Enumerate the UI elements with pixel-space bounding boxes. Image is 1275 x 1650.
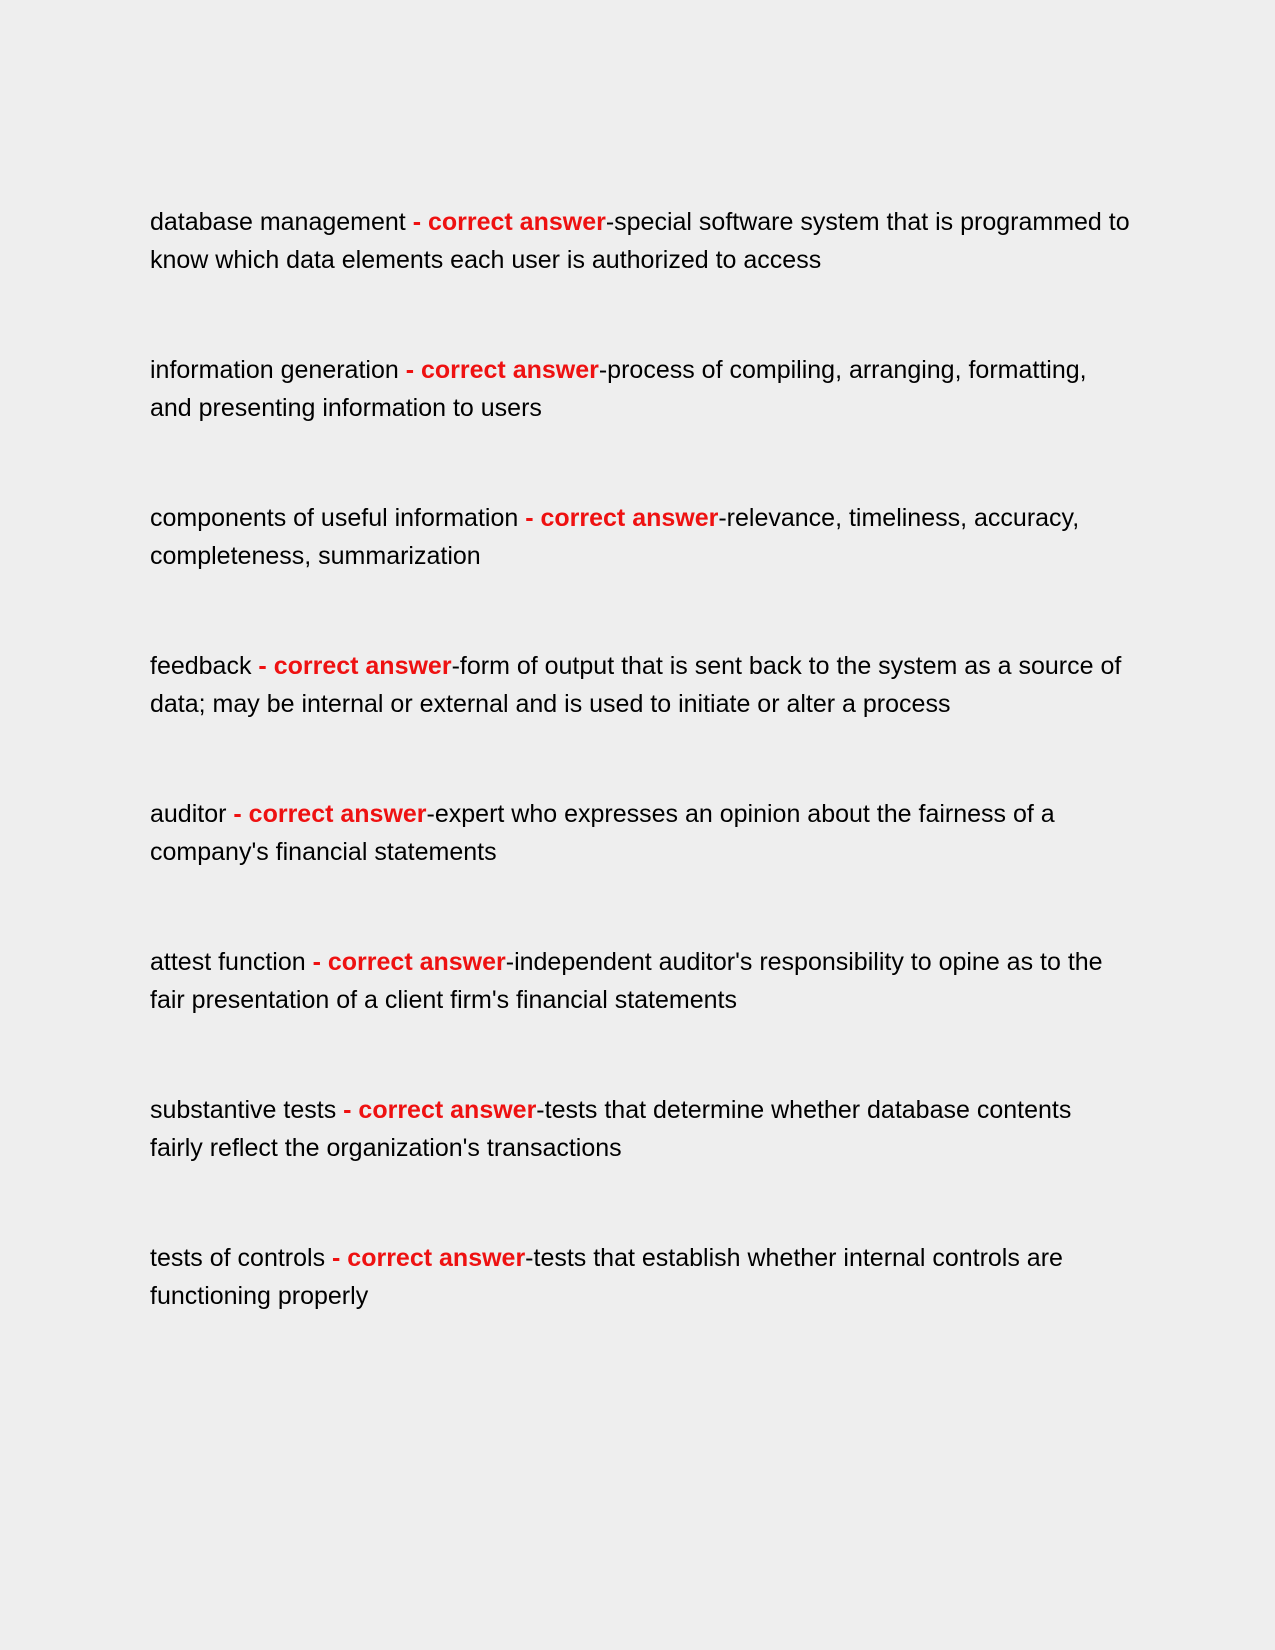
correct-answer-label: - correct answer: [332, 1244, 526, 1272]
entry-definition: -special software system that is programmed to know which data elements each user is authorized to access: [150, 208, 1130, 274]
correct-answer-label: - correct answer: [258, 652, 452, 680]
entry-tests-of-controls: [150, 1239, 1130, 1315]
entry-database-management: [150, 203, 1130, 279]
flashcard-list: [150, 203, 1130, 1387]
correct-answer-label: - correct answer: [233, 800, 427, 828]
correct-answer-label: - correct answer: [312, 948, 506, 976]
correct-answer-label: - correct answer: [343, 1096, 537, 1124]
entry-term: feedback: [150, 652, 259, 680]
entry-feedback: [150, 647, 1130, 723]
entry-auditor: [150, 795, 1130, 871]
entry-definition: -relevance, timeliness, accuracy, completeness, summarization: [150, 504, 1080, 570]
entry-definition: -tests that determine whether database contents fairly reflect the organization's transactions: [150, 1096, 1072, 1162]
entry-components-of-useful-information: [150, 499, 1130, 575]
entry-definition: -independent auditor's responsibility to opine as to the fair presentation of a client firm's financial statements: [150, 948, 1103, 1014]
entry-definition: -process of compiling, arranging, formatting, and presenting information to users: [150, 356, 1087, 422]
entry-term: auditor: [150, 800, 234, 828]
entry-definition: -tests that establish whether internal controls are functioning properly: [150, 1244, 1063, 1310]
entry-attest-function: [150, 943, 1130, 1019]
entry-term: attest function: [150, 948, 313, 976]
entry-term: information generation: [150, 356, 406, 384]
correct-answer-label: - correct answer: [412, 208, 606, 236]
entry-term: substantive tests: [150, 1096, 344, 1124]
entry-information-generation: [150, 351, 1130, 427]
entry-substantive-tests: [150, 1091, 1130, 1167]
entry-definition: -expert who expresses an opinion about the fairness of a company's financial statements: [150, 800, 1055, 866]
correct-answer-label: - correct answer: [405, 356, 599, 384]
entry-definition: -form of output that is sent back to the system as a source of data; may be internal or external and is used to initiate or alter a process: [150, 652, 1122, 718]
entry-term: database management: [150, 208, 413, 236]
entry-term: components of useful information: [150, 504, 526, 532]
correct-answer-label: - correct answer: [525, 504, 719, 532]
entry-term: tests of controls: [150, 1244, 333, 1272]
